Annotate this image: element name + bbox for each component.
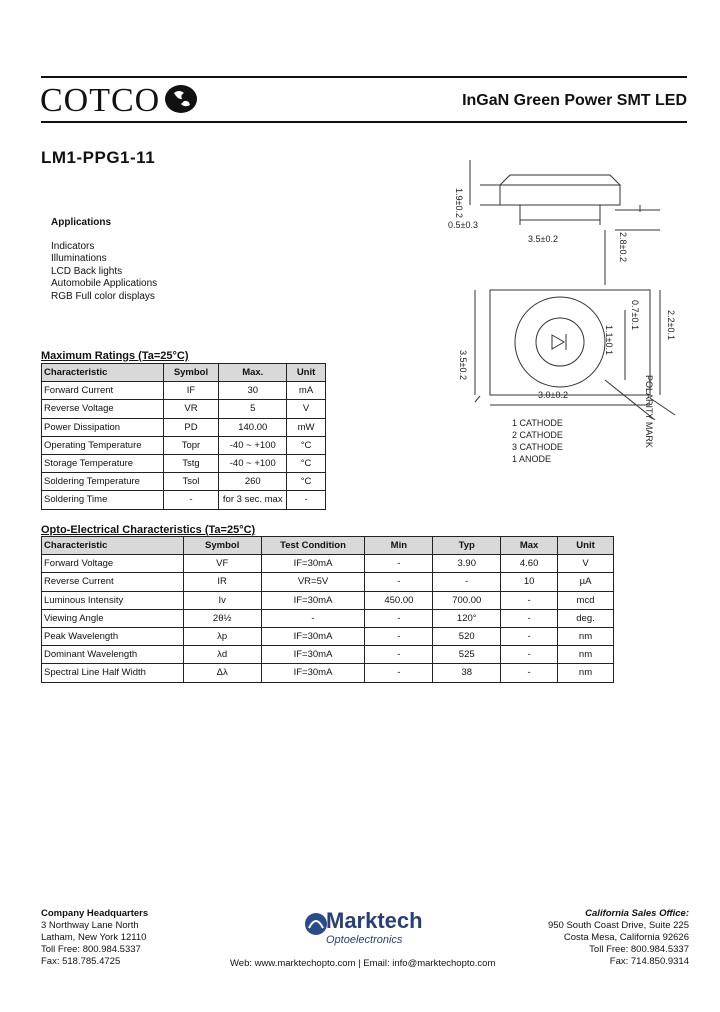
table-cell: IR [183,573,261,591]
table-row [42,646,614,664]
table-cell: nm [558,646,614,664]
table-row [42,491,326,509]
table-cell: Dominant Wavelength [42,646,184,664]
table-cell: λp [183,627,261,645]
table-cell: Forward Voltage [42,555,184,573]
table-cell: - [365,664,433,682]
column-header: Symbol [183,537,261,555]
table-cell: - [501,664,558,682]
ca-line: 950 South Coast Drive, Suite 225 [547,920,689,931]
column-header: Min [365,537,433,555]
table-cell: 3.90 [433,555,501,573]
column-header: Typ [433,537,501,555]
table-cell: Reverse Current [42,573,184,591]
applications-heading: Applications [51,217,112,228]
table-row [42,382,326,400]
table-cell: 5 [219,400,287,418]
opto-heading: Opto-Electrical Characteristics (Ta=25°C) [41,524,256,536]
table-cell: - [501,609,558,627]
pin-label: 1 CATHODE [512,418,563,428]
table-header-row [42,364,326,382]
top-rule [41,76,687,78]
table-cell: Spectral Line Half Width [42,664,184,682]
table-cell: Power Dissipation [42,418,164,436]
table-cell: IF [163,382,219,400]
table-row [42,454,326,472]
dim-label: 2.2±0.1 [666,310,676,340]
table-cell: 700.00 [433,591,501,609]
dim-label: 0.7±0.1 [630,300,640,330]
table-row [42,591,614,609]
table-cell: Peak Wavelength [42,627,184,645]
table-cell: VR [163,400,219,418]
table-cell: Operating Temperature [42,436,164,454]
hq-title: Company Headquarters [41,908,149,919]
max-ratings-heading: Maximum Ratings (Ta=25°C) [41,350,189,362]
polarity-mark-label: POLARITY MARK [644,375,654,448]
table-cell: - [365,627,433,645]
ca-office-title: California Sales Office: [585,908,689,919]
table-cell: V [287,400,326,418]
table-cell: IF=30mA [261,591,365,609]
table-cell: µA [558,573,614,591]
table-cell: Storage Temperature [42,454,164,472]
table-cell: Iv [183,591,261,609]
application-item: LCD Back lights [51,265,123,277]
table-cell: - [433,573,501,591]
table-cell: - [501,646,558,664]
table-cell: nm [558,627,614,645]
table-row [42,436,326,454]
hq-line: Latham, New York 12110 [41,932,147,943]
table-cell: λd [183,646,261,664]
table-cell: - [261,609,365,627]
table-cell: -40 ~ +100 [219,454,287,472]
applications-list [51,241,157,303]
table-cell: 2θ½ [183,609,261,627]
table-cell: mcd [558,591,614,609]
table-row [42,609,614,627]
table-cell: mW [287,418,326,436]
table-cell: 30 [219,382,287,400]
table-cell: PD [163,418,219,436]
table-cell: Viewing Angle [42,609,184,627]
marktech-subtitle: Optoelectronics [326,934,403,946]
table-cell: °C [287,454,326,472]
table-cell: IF=30mA [261,646,365,664]
web-email-line: Web: www.marktechopto.com | Email: info@marktechopto.com [230,958,496,969]
table-cell: V [558,555,614,573]
column-header: Symbol [163,364,219,382]
table-row [42,573,614,591]
header-rule [41,121,687,123]
ca-line: Fax: 714.850.9314 [609,956,689,967]
column-header: Characteristic [42,364,164,382]
marktech-brand: Marktech [326,908,423,933]
application-item: Automobile Applications [51,278,158,290]
package-drawing [420,150,720,500]
table-cell: 525 [433,646,501,664]
application-item: RGB Full color displays [51,290,155,302]
table-cell: nm [558,664,614,682]
table-cell: - [163,491,219,509]
table-cell: 38 [433,664,501,682]
table-cell: 520 [433,627,501,645]
column-header: Characteristic [42,537,184,555]
hq-line: Fax: 518.785.4725 [41,956,121,967]
dim-label: 0.5±0.3 [448,220,478,230]
table-cell: Soldering Time [42,491,164,509]
table-cell: - [501,627,558,645]
table-cell: 450.00 [365,591,433,609]
table-row [42,664,614,682]
dim-label: 3.0±0.2 [538,390,568,400]
table-cell: deg. [558,609,614,627]
table-cell: - [365,609,433,627]
table-cell: - [501,591,558,609]
table-cell: for 3 sec. max [219,491,287,509]
pin-label: 3 CATHODE [512,442,563,452]
application-item: Indicators [51,241,95,252]
table-cell: 140.00 [219,418,287,436]
pin-label: 1 ANODE [512,454,552,464]
ca-line: Toll Free: 800.984.5337 [589,944,689,955]
table-cell: - [365,573,433,591]
table-row [42,418,326,436]
table-cell: Soldering Temperature [42,473,164,491]
column-header: Max [501,537,558,555]
table-cell: 4.60 [501,555,558,573]
document-title: InGaN Green Power SMT LED [462,92,687,109]
table-cell: Luminous Intensity [42,591,184,609]
table-cell: VF [183,555,261,573]
hq-address-block [41,908,148,968]
table-row [42,473,326,491]
table-cell: IF=30mA [261,555,365,573]
dim-label: 3.5±0.2 [528,234,558,244]
table-cell: IF=30mA [261,627,365,645]
table-cell: Tstg [163,454,219,472]
ca-office-block [548,908,689,968]
table-cell: IF=30mA [261,664,365,682]
table-cell: 10 [501,573,558,591]
hq-line: Toll Free: 800.984.5337 [41,944,141,955]
max-ratings-table [41,363,326,510]
column-header: Max. [219,364,287,382]
marktech-logo-icon [304,912,328,936]
column-header: Unit [287,364,326,382]
part-number: LM1-PPG1-11 [41,148,156,167]
table-cell: °C [287,436,326,454]
hq-line: 3 Northway Lane North [41,920,139,931]
table-cell: Δλ [183,664,261,682]
table-cell: Topr [163,436,219,454]
table-row [42,555,614,573]
table-cell: - [287,491,326,509]
table-row [42,400,326,418]
dim-label: 1.1±0.1 [604,325,614,355]
table-header-row [42,537,614,555]
table-cell: Forward Current [42,382,164,400]
dim-label: 3.5±0.2 [458,350,468,380]
cotco-logo-icon [164,84,198,114]
table-cell: 260 [219,473,287,491]
ca-line: Costa Mesa, California 92626 [563,932,689,943]
column-header: Unit [558,537,614,555]
opto-table [41,536,614,683]
cotco-logo-text: COTCO [40,82,161,119]
table-cell: - [365,646,433,664]
dim-label: 2.8±0.2 [618,232,628,262]
column-header: Test Condition [261,537,365,555]
table-cell: VR=5V [261,573,365,591]
table-cell: mA [287,382,326,400]
application-item: Illuminations [51,253,107,265]
table-cell: Tsol [163,473,219,491]
table-row [42,627,614,645]
dim-label: 1.9±0.2 [454,188,464,218]
table-cell: -40 ~ +100 [219,436,287,454]
pin-label: 2 CATHODE [512,430,563,440]
table-cell: - [365,555,433,573]
table-cell: 120° [433,609,501,627]
table-cell: Reverse Voltage [42,400,164,418]
table-cell: °C [287,473,326,491]
